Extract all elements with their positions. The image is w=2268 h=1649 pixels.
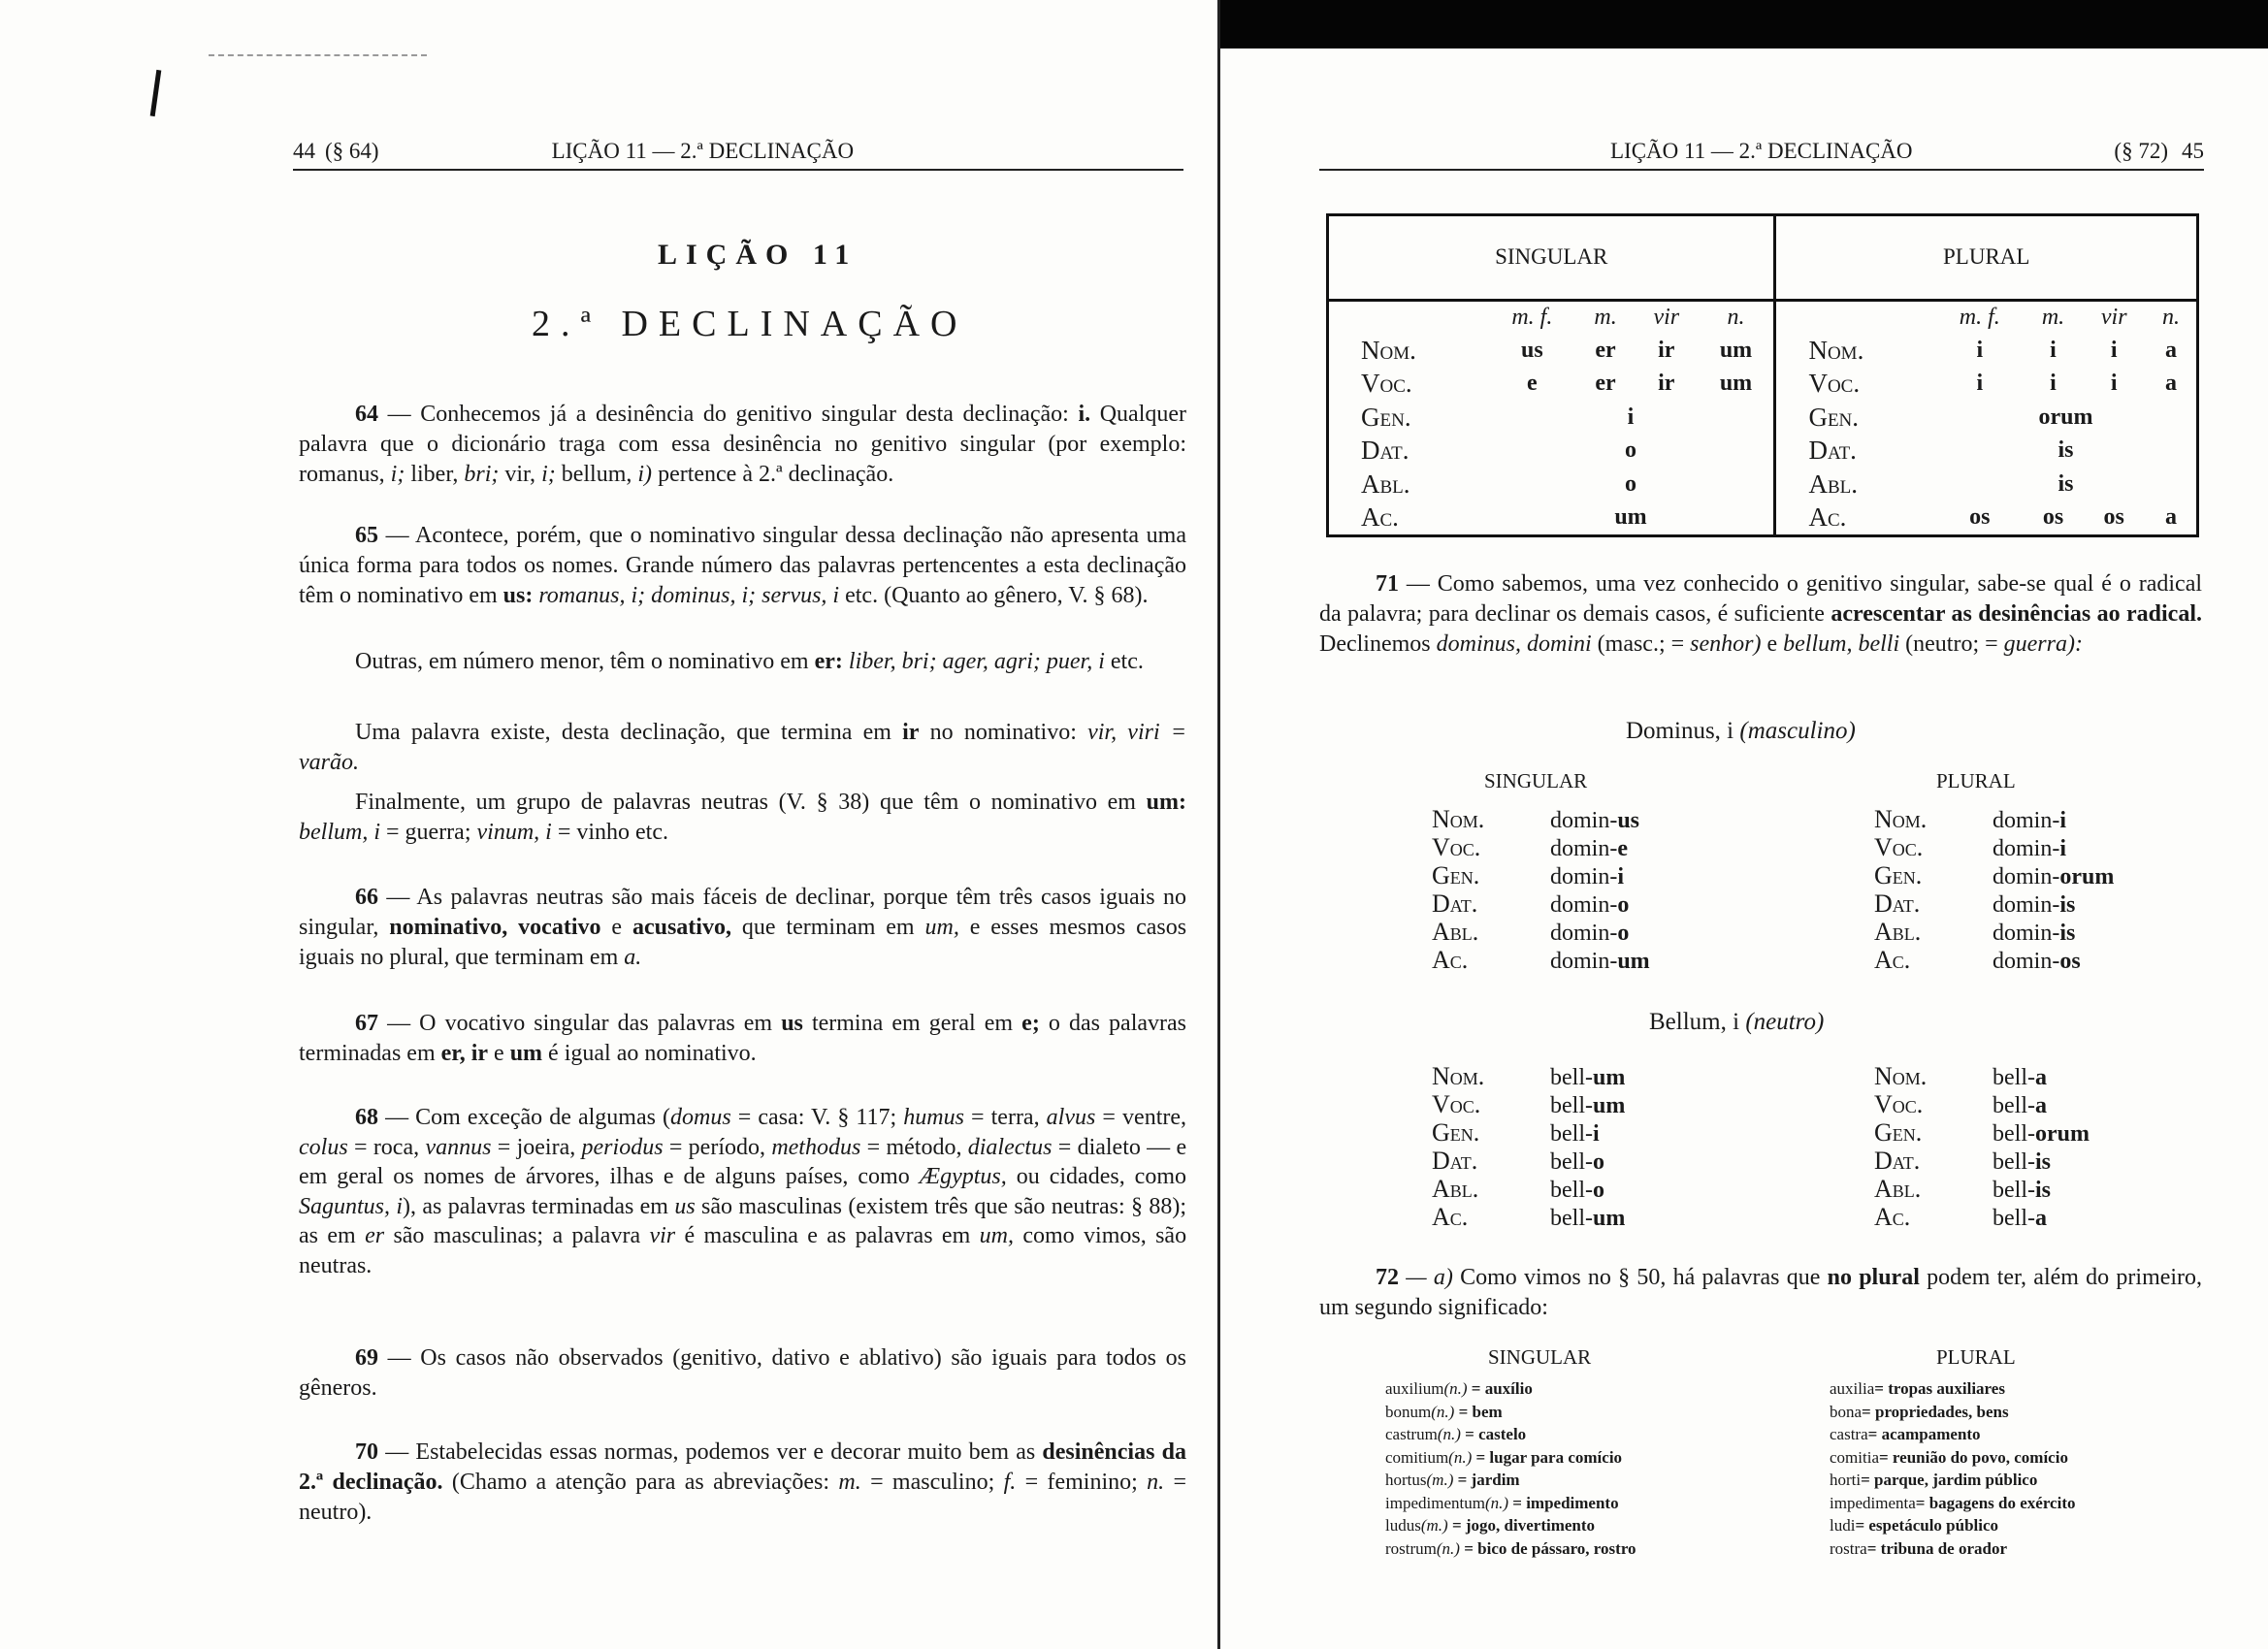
table-plural-header: PLURAL [1775,215,2198,301]
declension-row: Nom. bell-um [1432,1062,1626,1090]
dominus-singular-label: SINGULAR [1484,769,1588,792]
table-row: Abl. o Abl. is [1328,468,2198,501]
paragraph-72: 72 — a) Como vimos no § 50, há palavras que no plural podem ter, além do primeiro, um segundo significado: [1319,1265,2203,1320]
paragraph-67: 67 — O vocativo singular das palavras em us termina em geral em e; o das palavras terminadas em er, ir e um é igual ao nominativo. [299,1011,1187,1066]
vocab-plural-item: rostra= tribuna de orador [1830,1538,2007,1558]
paragraph-71: 71 — Como sabemos, uma vez conhecido o genitivo singular, sabe-se qual é o radical da palavra; para declinar os demais casos, é suficiente acrescentar as desinências ao radical. Declinemos dominus, domini (masc.; = senhor) e bellum, belli (neutro; = guerra): [1319,571,2203,657]
table-row: Gen. i Gen. orum [1328,401,2198,434]
declension-row: Nom. domin-i [1874,805,2066,833]
vocab-singular-item: impedimentum(n.) = impedimento [1385,1493,1619,1512]
table-row: Dat. o Dat. is [1328,434,2198,467]
table-row: Voc. e er ir um Voc. i i i a [1328,368,2198,401]
right-header-title: LIÇÃO 11 — 2.ª DECLINAÇÃO [1610,139,1913,163]
table-row: Ac. um Ac. os os os a [1328,501,2198,535]
dominus-title: Dominus, i (masculino) [1626,718,1856,744]
paragraph-64: 64 — Conhecemos já a desinência do genitivo singular desta declinação: i. Qualquer palavra que o dicionário traga com essa desinência no genitivo singular (por exemplo: romanus, i; liber, bri; vir, i; bellum, i) pertence à 2.ª declinação. [299,402,1187,487]
paragraph-65-er: Outras, em número menor, têm o nominativo em er: liber, bri; ager, agri; puer, i etc. [355,649,1144,674]
declension-title: 2.ª DECLINAÇÃO [532,304,968,344]
table-row: Nom. us er ir um Nom. i i i a [1328,334,2198,367]
declension-row: Ac. domin-os [1874,946,2081,974]
declension-row: Ac. domin-um [1432,946,1650,974]
declension-row: Abl. bell-o [1432,1175,1604,1203]
declension-row: Nom. domin-us [1432,805,1640,833]
left-page-number: 44 [293,139,315,163]
scan-mark [209,54,427,56]
table-row: m. f. m. vir n. m. f. m. vir n. [1328,300,2198,334]
declension-row: Dat. bell-o [1432,1147,1604,1175]
vocab-singular-item: castrum(n.) = castelo [1385,1425,1527,1443]
vocab-plural-item: comitia= reunião do povo, comício [1830,1447,2068,1467]
declension-row: Dat. domin-is [1874,889,2076,918]
vocab-singular-item: ludus(m.) = jogo, divertimento [1385,1516,1596,1535]
paragraph-65: 65 — Acontece, porém, que o nominativo singular dessa declinação não apresenta uma única forma para todos os nomes. Grande número das palavras pertencentes a esta declinação têm o nominativo em us: romanus, i; dominus, i; servus, i etc. (Quanto ao gênero, V. § 68). [299,523,1187,608]
declension-row: Voc. domin-e [1432,833,1628,861]
declension-row: Abl. bell-is [1874,1175,2051,1203]
left-running-header [293,134,1183,171]
bellum-title: Bellum, i (neutro) [1649,1009,1825,1035]
right-page-number: 45 [2182,139,2204,163]
left-header-title: LIÇÃO 11 — 2.ª DECLINAÇÃO [551,139,855,163]
dominus-plural-label: PLURAL [1936,769,2016,792]
vocab-singular-item: rostrum(n.) = bico de pássaro, rostro [1385,1538,1636,1558]
declension-row: Voc. domin-i [1874,833,2066,861]
declension-row: Gen. domin-orum [1874,861,2115,889]
vocab-plural-item: castra= acampamento [1830,1425,1981,1443]
vocab-singular-item: comitium(n.) = lugar para comício [1385,1447,1623,1467]
declension-row: Gen. bell-orum [1874,1118,2090,1147]
vocab-plural-item: impedimenta= bagagens do exército [1830,1493,2076,1512]
right-running-header [1319,134,2204,171]
vocab-singular-item: hortus(m.) = jardim [1385,1471,1520,1489]
declension-row: Dat. bell-is [1874,1147,2051,1175]
paragraph-70: 70 — Estabelecidas essas normas, podemos ver e decorar muito bem as desinências da 2.ª declinação. (Chamo a atenção para as abreviações: m. = masculino; f. = feminino; n. = neutro). [299,1439,1187,1525]
scan-dark-edge [1217,0,2268,48]
paragraph-69: 69 — Os casos não observados (genitivo, dativo e ablativo) são iguais para todos os gêneros. [299,1345,1186,1401]
left-section-ref: (§ 64) [325,139,379,163]
declension-row: Voc. bell-um [1432,1090,1626,1118]
paragraph-65-um: Finalmente, um grupo de palavras neutras (V. § 38) que têm o nominativo em um: bellum, i = guerra; vinum, i = vinho etc. [299,790,1186,845]
book-gutter [1217,0,1220,1649]
declension-row: Gen. bell-i [1432,1118,1600,1147]
lesson-title: LIÇÃO 11 [658,239,859,271]
vocab-plural-item: auxilia= tropas auxiliares [1830,1379,2005,1398]
declension-row: Gen. domin-i [1432,861,1624,889]
vocab-singular-item: bonum(n.) = bem [1385,1402,1503,1421]
declension-endings-table [1326,213,2199,537]
table-singular-header: SINGULAR [1328,215,1775,301]
declension-row: Dat. domin-o [1432,889,1630,918]
declension-row: Abl. domin-o [1432,918,1630,946]
vocab-plural-item: bona= propriedades, bens [1830,1402,2009,1421]
declension-row: Ac. bell-a [1874,1203,2047,1231]
paragraph-66: 66 — As palavras neutras são mais fáceis de declinar, porque têm três casos iguais no singular, nominativo, vocativo e acusativo, que terminam em um, e esses mesmos casos iguais no plural, que terminam em a. [299,885,1187,970]
vocab-plural-item: horti= parque, jardim público [1830,1471,2038,1489]
paragraph-68: 68 — Com exceção de algumas (domus = casa: V. § 117; humus = terra, alvus = ventre, colus = roca, vannus = joeira, periodus = período, methodus = método, dialectus = dialeto — e em geral os nomes de árvores, ilhas e de alguns países, como Ægyptus, ou cidades, como Saguntus, i), as palavras terminadas em us são masculinas (existem três que são neutras: § 88); as em er são masculinas; a palavra vir é masculina e as palavras em um, como vimos, são neutras. [299,1105,1187,1278]
right-section-ref: (§ 72) [2114,139,2168,163]
paragraph-65-ir: Uma palavra existe, desta declinação, que termina em ir no nominativo: vir, viri = varão. [299,720,1187,775]
vocab-singular-label: SINGULAR [1488,1345,1592,1369]
declension-row: Voc. bell-a [1874,1090,2047,1118]
vocab-plural-label: PLURAL [1936,1345,2016,1369]
declension-row: Abl. domin-is [1874,918,2076,946]
vocab-plural-item: ludi= espetáculo público [1830,1516,1999,1535]
declension-row: Ac. bell-um [1432,1203,1626,1231]
declension-row: Nom. bell-a [1874,1062,2047,1090]
vocab-singular-item: auxilium(n.) = auxílio [1385,1379,1533,1398]
